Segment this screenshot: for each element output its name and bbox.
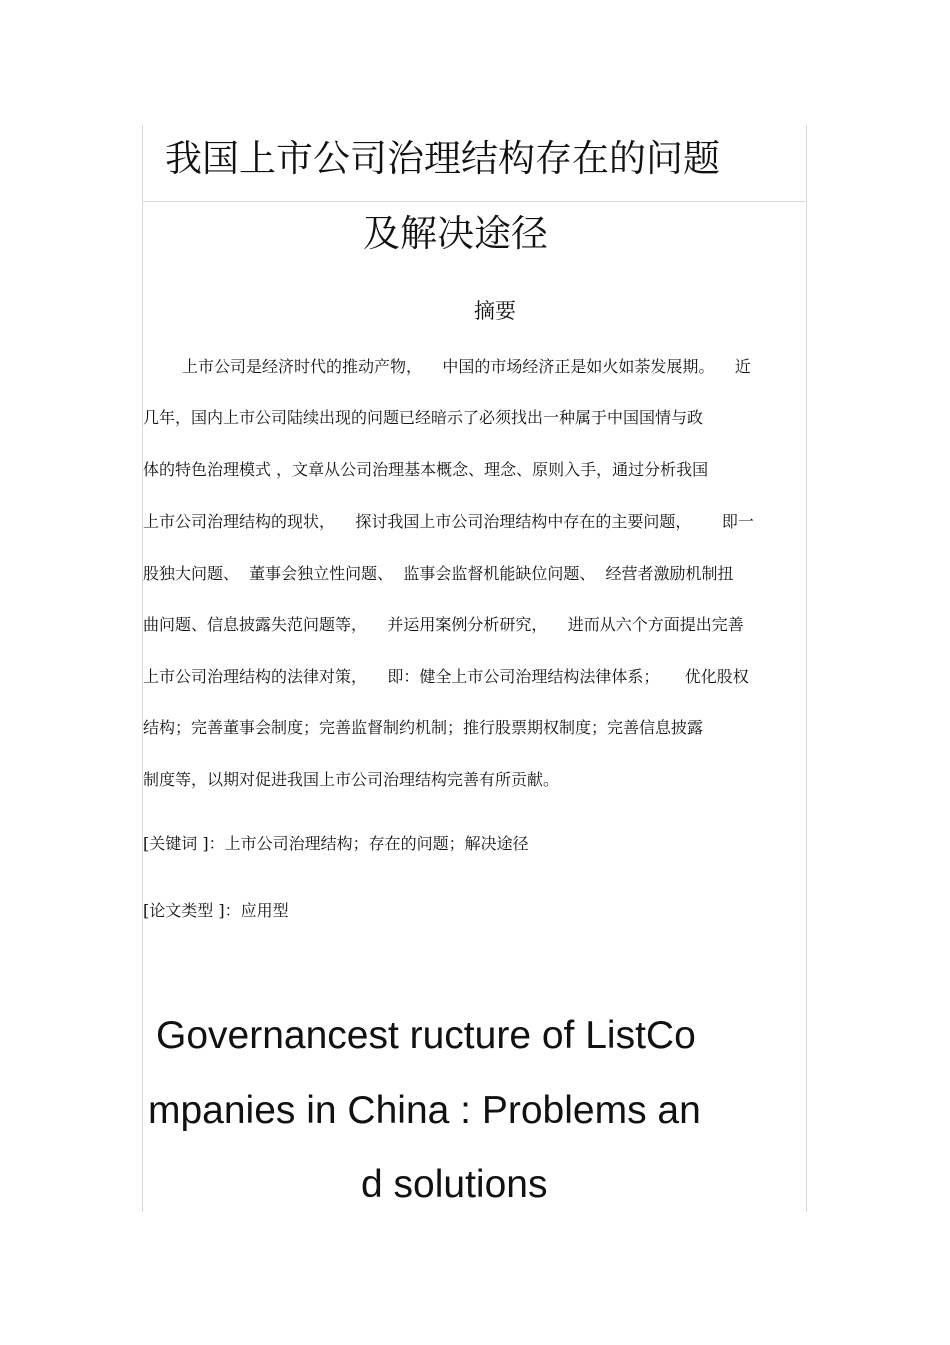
paper-type-line: [论文类型 ]：应用型 [143,901,289,920]
abstract-line: 上市公司治理结构的法律对策， 即：健全上市公司治理结构法律体系； 优化股权 [143,667,749,686]
abstract-line: 曲问题、信息披露失范问题等， 并运用案例分析研究， 进而从六个方面提出完善 [143,615,744,634]
abstract-line: 几年，国内上市公司陆续出现的问题已经暗示了必须找出一种属于中国国情与政 [143,408,704,427]
abstract-line: 上市公司是经济时代的推动产物， 中国的市场经济正是如火如荼发展期。 近 [182,357,751,376]
abstract-line: 体的特色治理模式 ，文章从公司治理基本概念、理念、原则入手，通过分析我国 [143,460,709,479]
title-en-line-2: mpanies in China : Problems an [148,1089,701,1132]
title-en-line-1: Governancest ructure of ListCo [156,1014,696,1057]
abstract-line: 结构；完善董事会制度；完善监督制约机制；推行股票期权制度；完善信息披露 [143,718,704,737]
right-margin-rule [806,125,807,1212]
abstract-line: 上市公司治理结构的现状， 探讨我国上市公司治理结构中存在的主要问题， 即一 [143,512,754,531]
keywords-line: [关键词 ]：上市公司治理结构；存在的问题；解决途径 [143,834,529,853]
title-divider-rule [142,201,807,202]
abstract-line: 制度等，以期对促进我国上市公司治理结构完善有所贡献。 [143,770,560,789]
title-cn-line-2: 及解决途径 [363,212,548,255]
title-cn-line-1: 我国上市公司治理结构存在的问题 [165,137,720,180]
abstract-line: 股独大问题、 董事会独立性问题、 监事会监督机能缺位问题、 经营者激励机制扭 [143,564,734,583]
title-en-line-3: d solutions [361,1163,548,1206]
abstract-heading: 摘要 [474,299,516,323]
